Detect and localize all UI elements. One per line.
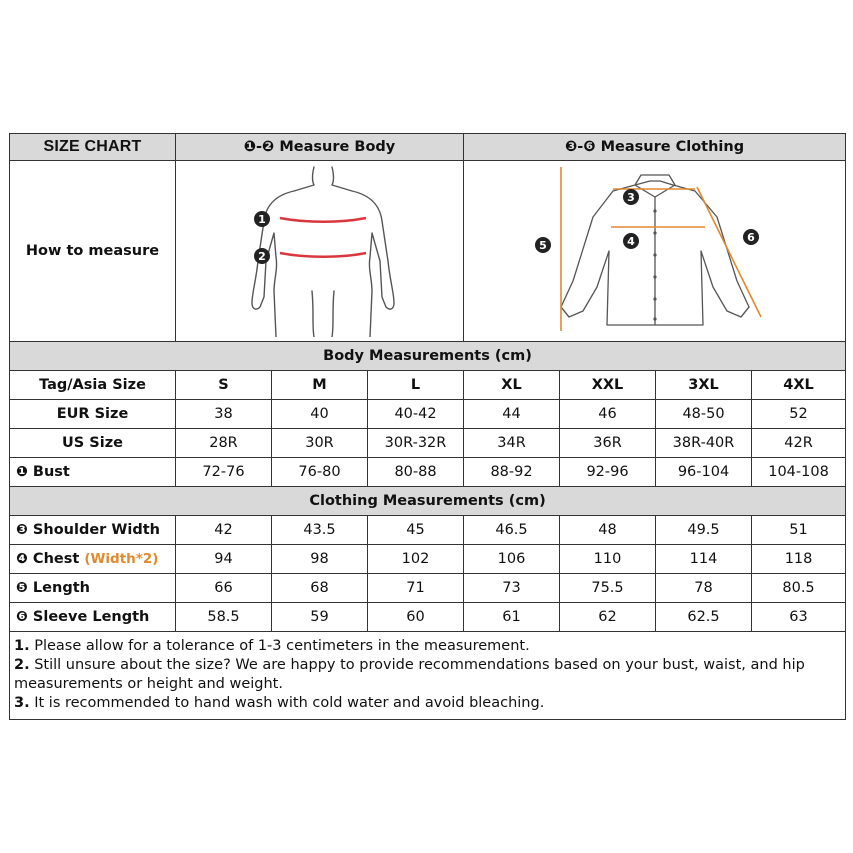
table-cell: 78 [656, 574, 752, 603]
table-cell: 59 [272, 603, 368, 632]
shirt-illustration-cell [464, 161, 846, 342]
table-cell: 40-42 [368, 400, 464, 429]
table-cell: 106 [464, 545, 560, 574]
table-cell: 51 [752, 516, 846, 545]
bust-label: ❶ Bust [10, 458, 176, 487]
chest-width-note: (Width*2) [84, 551, 159, 567]
table-cell: 30R-32R [368, 429, 464, 458]
table-cell: 96-104 [656, 458, 752, 487]
size-chart-title: SIZE CHART [10, 134, 176, 161]
table-cell: 71 [368, 574, 464, 603]
measure-clothing-heading: ❸-❻ Measure Clothing [464, 134, 846, 161]
table-cell: 60 [368, 603, 464, 632]
table-cell: 62 [560, 603, 656, 632]
table-cell: 40 [272, 400, 368, 429]
care-notes [10, 632, 846, 720]
tag-asia-size-label: Tag/Asia Size [10, 371, 176, 400]
sleeve-length-label: ❻ Sleeve Length [10, 603, 176, 632]
body-measurements-heading: Body Measurements (cm) [10, 342, 846, 371]
table-cell: 102 [368, 545, 464, 574]
table-cell: 46.5 [464, 516, 560, 545]
body-illustration-cell [176, 161, 464, 342]
size-xl: XL [464, 371, 560, 400]
note-2: 2. Still unsure about the size? We are happy to provide recommendations based on your bust, waist, and hip measurements or height and weight. [14, 657, 805, 692]
table-cell: 118 [752, 545, 846, 574]
table-cell: 114 [656, 545, 752, 574]
marker-6: 6 [746, 231, 755, 244]
us-size-label: US Size [10, 429, 176, 458]
note-3: 3. It is recommended to hand wash with cold water and avoid bleaching. [14, 695, 545, 711]
table-cell: 80-88 [368, 458, 464, 487]
table-row [10, 429, 846, 458]
table-cell: 52 [752, 400, 846, 429]
marker-5: 5 [538, 239, 547, 252]
size-header-row [10, 371, 846, 400]
table-cell: 42R [752, 429, 846, 458]
size-l: L [368, 371, 464, 400]
table-cell: 72-76 [176, 458, 272, 487]
table-cell: 30R [272, 429, 368, 458]
table-cell: 75.5 [560, 574, 656, 603]
table-row [10, 516, 846, 545]
table-cell: 48-50 [656, 400, 752, 429]
table-row [10, 400, 846, 429]
size-chart [9, 133, 845, 719]
table-cell: 94 [176, 545, 272, 574]
table-row [10, 574, 846, 603]
table-cell: 48 [560, 516, 656, 545]
table-cell: 34R [464, 429, 560, 458]
size-xxl: XXL [560, 371, 656, 400]
table-row [10, 458, 846, 487]
table-cell: 42 [176, 516, 272, 545]
length-label: ❺ Length [10, 574, 176, 603]
table-cell: 61 [464, 603, 560, 632]
body-silhouette-icon [176, 161, 464, 337]
table-cell: 58.5 [176, 603, 272, 632]
table-cell: 62.5 [656, 603, 752, 632]
table-cell: 80.5 [752, 574, 846, 603]
table-cell: 98 [272, 545, 368, 574]
size-m: M [272, 371, 368, 400]
table-row [10, 603, 846, 632]
table-cell: 44 [464, 400, 560, 429]
table-cell: 46 [560, 400, 656, 429]
table-cell: 63 [752, 603, 846, 632]
marker-1: 1 [258, 213, 266, 226]
marker-4: 4 [626, 235, 635, 248]
table-cell: 92-96 [560, 458, 656, 487]
shoulder-width-label: ❸ Shoulder Width [10, 516, 176, 545]
table-cell: 28R [176, 429, 272, 458]
eur-size-label: EUR Size [10, 400, 176, 429]
table-cell: 73 [464, 574, 560, 603]
clothing-measurements-heading: Clothing Measurements (cm) [10, 487, 846, 516]
shirt-icon [465, 161, 845, 337]
table-cell: 104-108 [752, 458, 846, 487]
table-cell: 110 [560, 545, 656, 574]
note-1: 1. Please allow for a tolerance of 1-3 centimeters in the measurement. [14, 638, 530, 654]
marker-2: 2 [258, 250, 266, 263]
size-s: S [176, 371, 272, 400]
table-row [10, 545, 846, 574]
how-to-measure-label: How to measure [10, 161, 176, 342]
table-cell: 49.5 [656, 516, 752, 545]
marker-3: 3 [626, 191, 635, 204]
table-cell: 76-80 [272, 458, 368, 487]
size-4xl: 4XL [752, 371, 846, 400]
measure-body-heading: ❶-❷ Measure Body [176, 134, 464, 161]
table-cell: 36R [560, 429, 656, 458]
table-cell: 66 [176, 574, 272, 603]
table-cell: 38 [176, 400, 272, 429]
table-cell: 45 [368, 516, 464, 545]
table-cell: 88-92 [464, 458, 560, 487]
chest-label: ❹ Chest (Width*2) [10, 545, 176, 574]
size-3xl: 3XL [656, 371, 752, 400]
size-chart-table [9, 133, 846, 720]
table-cell: 68 [272, 574, 368, 603]
table-cell: 38R-40R [656, 429, 752, 458]
table-cell: 43.5 [272, 516, 368, 545]
